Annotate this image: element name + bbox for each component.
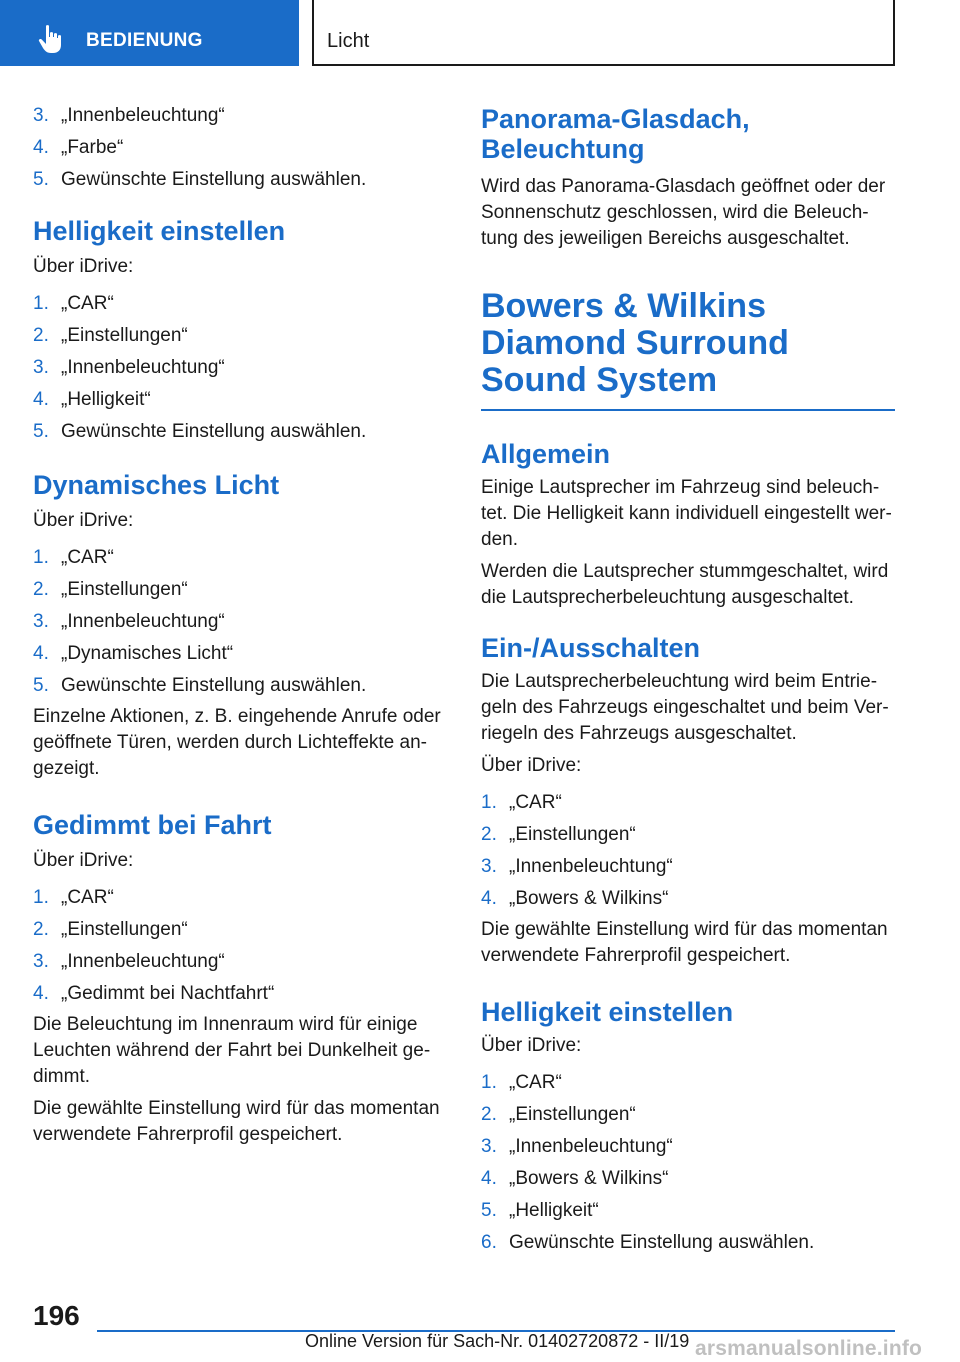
list-item <box>33 638 443 670</box>
dynamisch-step-list <box>33 542 443 702</box>
step-text: „Einstellungen“ <box>61 919 188 940</box>
heading-allgemein: Allgemein <box>481 439 611 469</box>
list-item <box>33 416 443 448</box>
list-item <box>33 574 443 606</box>
list-item <box>481 883 895 915</box>
helligkeit-step-list <box>33 288 443 448</box>
einaus-profile-note: Die gewählte Einstellung wird für das momentan verwendete Fahrerprofil gespeichert. <box>481 919 888 966</box>
step-text: „CAR“ <box>61 293 114 314</box>
panorama-text: Wird das Panorama-Glasdach geöffnet oder der Sonnenschutz geschlossen, wird die Beleuchtung des jeweiligen Bereichs ausgeschaltet. <box>481 176 886 249</box>
step-number: 2. <box>33 919 49 940</box>
step-text: „Helligkeit“ <box>509 1200 599 1221</box>
einaus-step-list <box>481 787 895 915</box>
step-text: „Innenbeleuchtung“ <box>509 1136 673 1157</box>
step-number: 6. <box>481 1232 497 1253</box>
list-item <box>33 946 443 978</box>
version-text: Online Version für Sach-Nr. 01402720872 - II/19 <box>305 1331 690 1351</box>
heading-gedimmt: Gedimmt bei Fahrt <box>33 810 272 840</box>
step-number: 4. <box>33 643 49 664</box>
allgemein-text: Einige Lautsprecher im Fahrzeug sind beleuchtet. Die Helligkeit kann individuell eingestellt werden. <box>481 477 892 550</box>
heading-helligkeit-bw: Helligkeit einstellen <box>481 997 734 1027</box>
step-number: 1. <box>33 293 49 314</box>
list-item <box>33 384 443 416</box>
step-text: „Bowers & Wilkins“ <box>509 888 669 909</box>
watermark: arsmanualsonline.info <box>695 1337 923 1360</box>
step-text: „Einstellungen“ <box>509 1104 636 1125</box>
gedimmt-step-list <box>33 882 443 1010</box>
step-text: „Innenbeleuchtung“ <box>61 951 225 972</box>
list-item <box>481 1067 895 1099</box>
gedimmt-note: Die Beleuchtung im Innenraum wird für einige Leuchten während der Fahrt bei Dunkelheit gedimmt. <box>33 1014 431 1087</box>
step-number: 1. <box>33 547 49 568</box>
step-number: 5. <box>33 421 49 442</box>
idrive-label: Über iDrive: <box>33 256 134 277</box>
idrive-label: Über iDrive: <box>33 850 134 871</box>
list-item <box>481 1227 895 1259</box>
list-item <box>33 132 443 164</box>
idrive-label: Über iDrive: <box>481 755 582 776</box>
step-number: 2. <box>33 325 49 346</box>
step-text: Gewünschte Einstellung auswählen. <box>61 169 367 190</box>
list-item <box>33 882 443 914</box>
section-tab[interactable] <box>0 0 299 66</box>
step-number: 3. <box>33 105 49 126</box>
step-text: „Helligkeit“ <box>61 389 151 410</box>
list-item <box>481 851 895 883</box>
step-text: „Innenbeleuchtung“ <box>509 856 673 877</box>
step-text: „Innenbeleuchtung“ <box>61 105 225 126</box>
section-label: BEDIENUNG <box>86 30 203 51</box>
idrive-label: Über iDrive: <box>33 510 134 531</box>
step-text: „Innenbeleuchtung“ <box>61 357 225 378</box>
section-divider <box>481 409 895 411</box>
step-number: 4. <box>33 983 49 1004</box>
step-text: „Dynamisches Licht“ <box>61 643 234 664</box>
right-column <box>481 100 895 1259</box>
list-item <box>481 787 895 819</box>
dynamisch-note: Einzelne Aktionen, z. B. eingehende Anrufe oder geöffnete Türen, werden durch Lichteffekte angezeigt. <box>33 706 441 779</box>
list-item <box>481 1131 895 1163</box>
idrive-label: Über iDrive: <box>481 1035 582 1056</box>
step-number: 1. <box>481 792 497 813</box>
helligkeit-bw-step-list <box>481 1067 895 1259</box>
allgemein-mute-text: Werden die Lautsprecher stummgeschaltet, wird die Lautsprecherbeleuchtung ausgeschaltet. <box>481 561 889 608</box>
list-item <box>481 1163 895 1195</box>
step-number: 5. <box>481 1200 497 1221</box>
step-number: 2. <box>481 824 497 845</box>
step-text: „Einstellungen“ <box>61 579 188 600</box>
step-text: „Bowers & Wilkins“ <box>509 1168 669 1189</box>
list-item <box>33 100 443 132</box>
list-item <box>33 352 443 384</box>
step-text: „CAR“ <box>61 887 114 908</box>
step-number: 2. <box>481 1104 497 1125</box>
step-number: 3. <box>33 951 49 972</box>
list-item <box>33 164 443 196</box>
step-text: Gewünschte Einstellung auswählen. <box>61 675 367 696</box>
step-number: 4. <box>481 1168 497 1189</box>
step-text: „Einstellungen“ <box>61 325 188 346</box>
intro-step-list <box>33 100 443 196</box>
step-number: 3. <box>481 1136 497 1157</box>
step-text: Gewünschte Einstellung auswählen. <box>61 421 367 442</box>
einaus-text: Die Lautsprecherbeleuchtung wird beim Entriegeln des Fahrzeugs eingeschaltet und beim Verriegeln des Fahrzeugs ausgeschaltet. <box>481 671 889 744</box>
heading-helligkeit: Helligkeit einstellen <box>33 216 286 246</box>
step-number: 5. <box>33 675 49 696</box>
list-item <box>33 320 443 352</box>
list-item <box>481 1195 895 1227</box>
list-item <box>33 288 443 320</box>
step-text: „Farbe“ <box>61 137 124 158</box>
gedimmt-profile-note: Die gewählte Einstellung wird für das momentan verwendete Fahrerprofil gespeichert. <box>33 1098 440 1145</box>
heading-dynamisches-licht: Dynamisches Licht <box>33 470 280 500</box>
hand-pointer-icon <box>38 24 66 54</box>
step-text: „Innenbeleuchtung“ <box>61 611 225 632</box>
step-number: 1. <box>33 887 49 908</box>
step-text: „Einstellungen“ <box>509 824 636 845</box>
heading-panorama: Panorama-Glasdach, Beleuchtung <box>481 104 750 164</box>
step-number: 1. <box>481 1072 497 1093</box>
step-number: 4. <box>33 137 49 158</box>
list-item <box>33 606 443 638</box>
step-text: „CAR“ <box>61 547 114 568</box>
list-item <box>33 542 443 574</box>
chapter-label: Licht <box>327 30 370 52</box>
step-text: „Gedimmt bei Nachtfahrt“ <box>61 983 275 1004</box>
step-text: „CAR“ <box>509 1072 562 1093</box>
step-text: Gewünschte Einstellung auswählen. <box>509 1232 815 1253</box>
page-number: 196 <box>33 1300 80 1331</box>
chapter-header <box>312 0 895 66</box>
list-item <box>481 819 895 851</box>
step-number: 4. <box>481 888 497 909</box>
left-column <box>33 100 443 1148</box>
step-number: 3. <box>481 856 497 877</box>
step-text: „CAR“ <box>509 792 562 813</box>
list-item <box>33 914 443 946</box>
step-number: 3. <box>33 357 49 378</box>
heading-ein-ausschalten: Ein-/Ausschalten <box>481 633 701 663</box>
list-item <box>481 1099 895 1131</box>
step-number: 2. <box>33 579 49 600</box>
step-number: 5. <box>33 169 49 190</box>
list-item <box>33 670 443 702</box>
heading-bowers-wilkins: Bowers & Wilkins Diamond Surround Sound System <box>481 287 789 399</box>
step-number: 4. <box>33 389 49 410</box>
list-item <box>33 978 443 1010</box>
step-number: 3. <box>33 611 49 632</box>
